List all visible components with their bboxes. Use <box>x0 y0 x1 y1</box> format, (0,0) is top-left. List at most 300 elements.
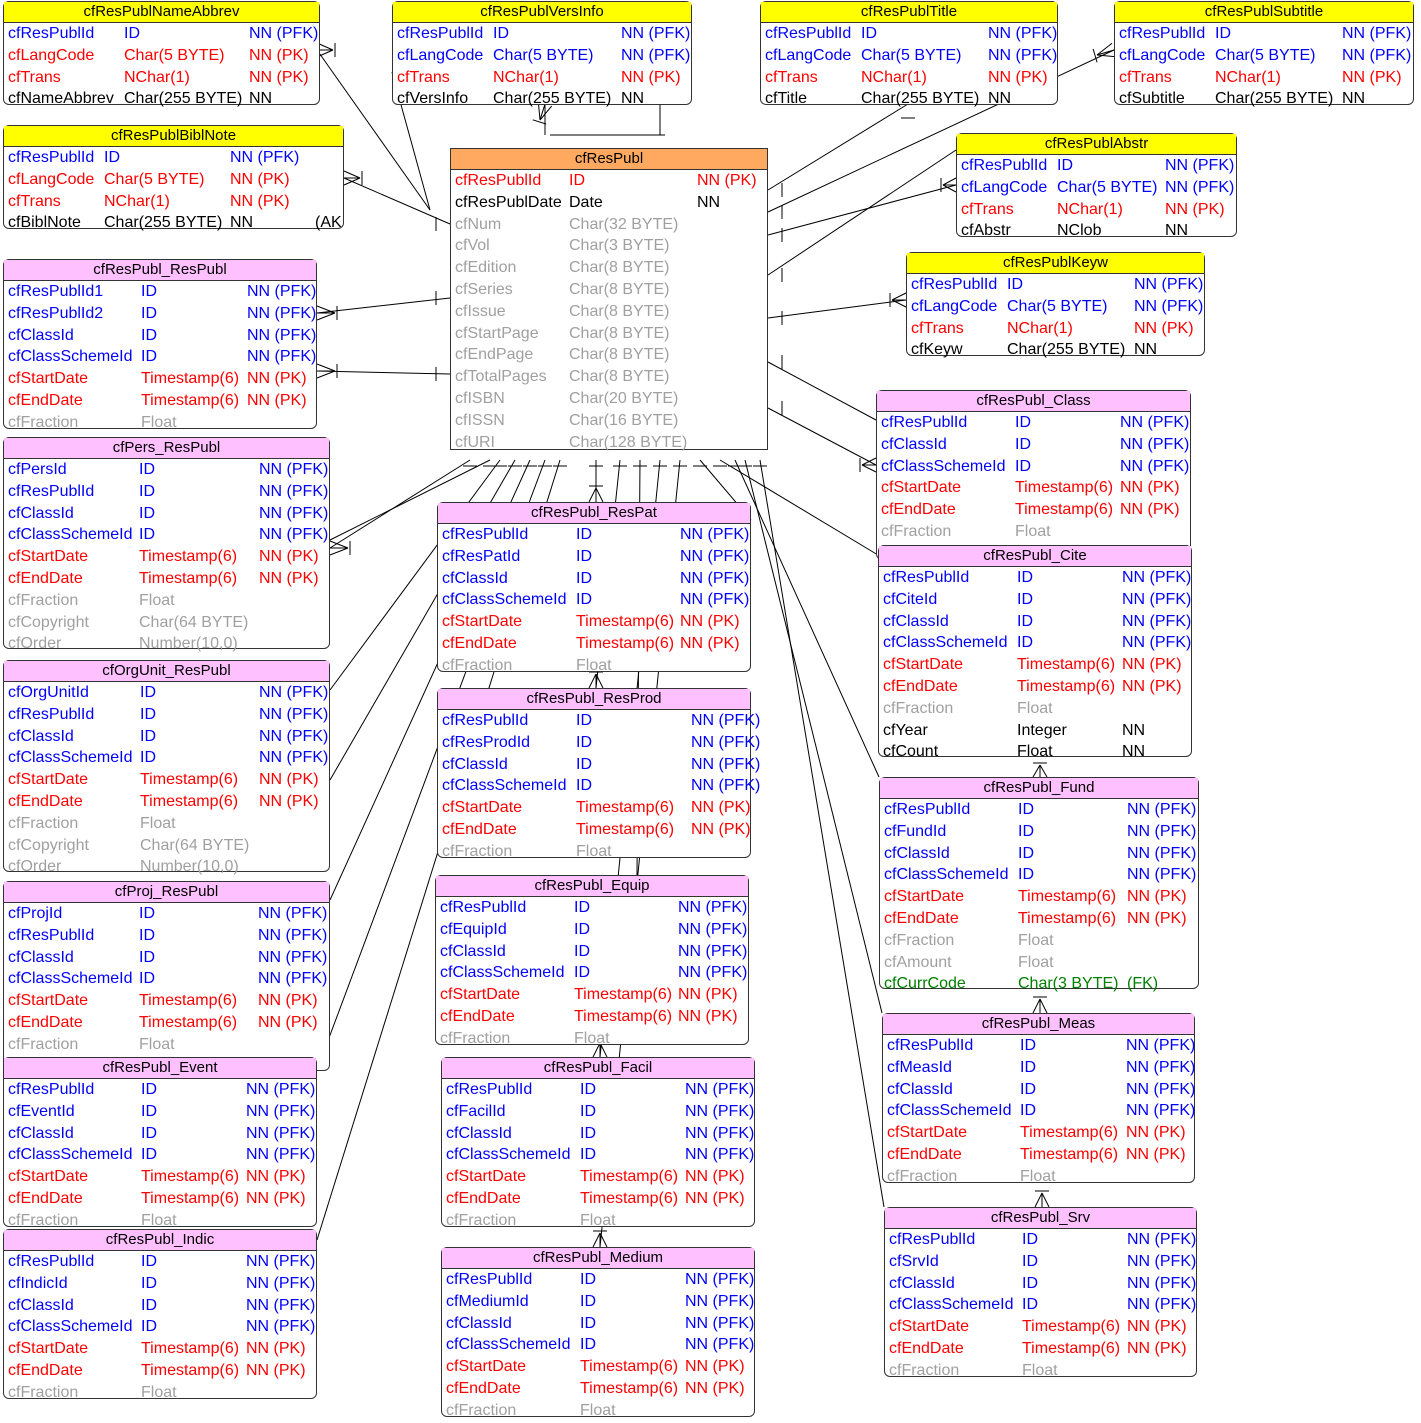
column-type: Timestamp(6) <box>1020 1124 1119 1142</box>
column-type: ID <box>580 1292 596 1310</box>
column-row <box>880 930 1198 952</box>
column-type: ID <box>139 970 155 988</box>
column-cons: NN (PFK) <box>259 727 329 745</box>
column-name: cfEndDate <box>8 1013 83 1031</box>
column-cons: NN (PK) <box>249 46 309 64</box>
column-type: ID <box>1022 1296 1038 1314</box>
column-cons: NN (PFK) <box>246 1318 316 1336</box>
entity-rr[interactable] <box>3 259 317 429</box>
column-type: ID <box>140 705 156 723</box>
entity-subtitle[interactable] <box>1114 1 1414 108</box>
column-name: cfFundId <box>884 822 947 840</box>
column-name: cfResPublId <box>1119 25 1206 42</box>
column-name: cfResPublId <box>455 172 542 189</box>
entity-equip[interactable] <box>435 875 749 1045</box>
relationship-line <box>317 364 335 371</box>
column-name: cfClassSchemeId <box>8 1318 133 1336</box>
relationship-line <box>1040 765 1047 777</box>
column-name: cfClassId <box>440 942 506 960</box>
column-row <box>883 1057 1194 1079</box>
column-row <box>4 169 343 191</box>
column-type: Timestamp(6) <box>141 1340 240 1358</box>
column-type: ID <box>576 569 592 587</box>
entity-keyw[interactable] <box>906 252 1205 359</box>
column-extra: (AK <box>315 214 342 232</box>
entity-fund[interactable] <box>879 777 1199 993</box>
column-name: cfClassId <box>887 1080 953 1098</box>
column-type: Float <box>139 1035 175 1053</box>
column-cons: NN (PK) <box>621 68 681 86</box>
column-row <box>4 1295 316 1317</box>
column-type: Timestamp(6) <box>139 992 238 1010</box>
entity-title[interactable]: cfResPublTitle <box>761 2 1057 23</box>
entity-respat[interactable] <box>437 502 751 672</box>
column-cons: NN (PFK) <box>621 25 691 42</box>
column-type: ID <box>1017 634 1033 652</box>
column-cons: NN <box>230 214 254 232</box>
column-row <box>438 611 750 633</box>
entity-title[interactable]: cfResPublBiblNote <box>4 126 343 147</box>
entity-indic[interactable] <box>3 1229 317 1399</box>
column-row <box>436 962 748 984</box>
column-name: cfClassSchemeId <box>8 970 133 988</box>
entity-abstr[interactable] <box>956 133 1237 240</box>
relationship-line <box>1042 1193 1049 1207</box>
column-name: cfLangCode <box>765 46 852 64</box>
column-row <box>4 1166 316 1188</box>
column-name: cfIndicId <box>8 1274 68 1292</box>
column-row <box>885 1360 1196 1382</box>
column-row <box>442 1188 754 1210</box>
column-name: cfClassSchemeId <box>446 1336 571 1354</box>
column-row <box>442 1313 754 1335</box>
column-row <box>1115 23 1413 45</box>
column-row <box>4 769 329 791</box>
column-cons: NN (PFK) <box>246 1081 316 1098</box>
relationship-line <box>768 185 956 235</box>
column-row <box>761 45 1057 67</box>
column-name: cfFraction <box>8 1035 79 1053</box>
column-name: cfLangCode <box>8 170 95 188</box>
column-name: cfClassSchemeId <box>887 1102 1012 1120</box>
column-name: cfFacilId <box>446 1102 506 1120</box>
column-name: cfStartDate <box>8 771 89 789</box>
column-type: ID <box>141 1253 157 1270</box>
column-row <box>438 655 750 677</box>
column-type: ID <box>580 1081 596 1098</box>
column-type: ID <box>576 526 592 543</box>
column-type: NChar(1) <box>124 68 190 86</box>
column-name: cfLangCode <box>8 46 95 64</box>
column-row <box>4 303 316 325</box>
column-cons: NN <box>1122 743 1146 761</box>
column-cons: NN (PFK) <box>680 526 750 543</box>
entity-proj[interactable] <box>3 881 330 1071</box>
column-name: cfEndPage <box>455 346 534 364</box>
column-name: cfStartDate <box>8 1168 89 1186</box>
column-name: cfEndDate <box>442 820 517 838</box>
column-name: cfEndDate <box>883 677 958 695</box>
column-cons: NN (PFK) <box>680 591 750 609</box>
column-type: Timestamp(6) <box>141 1361 240 1379</box>
column-name: cfFraction <box>8 1383 79 1401</box>
column-name: cfFraction <box>8 591 79 609</box>
column-row <box>761 88 1057 110</box>
column-cons: NN (PK) <box>697 172 757 189</box>
column-type: ID <box>1020 1102 1036 1120</box>
column-row <box>438 754 761 776</box>
column-name: cfEndDate <box>887 1145 962 1163</box>
column-cons: NN (PFK) <box>1120 435 1190 453</box>
column-row <box>4 412 316 434</box>
entity-title[interactable]: cfResPublNameAbbrev <box>4 2 319 23</box>
column-type: Timestamp(6) <box>576 799 675 817</box>
entity-resprod[interactable] <box>437 688 761 860</box>
column-row <box>4 791 329 813</box>
column-cons: NN (PK) <box>230 192 290 210</box>
column-type: Float <box>1018 931 1054 949</box>
column-name: cfResPublId <box>765 25 852 42</box>
column-cons: NN (PFK) <box>259 705 329 723</box>
entity-orgunit[interactable] <box>3 660 330 876</box>
column-row <box>436 984 748 1006</box>
column-name: cfClassSchemeId <box>884 866 1009 884</box>
column-cons: NN (PFK) <box>1165 157 1235 174</box>
column-name: cfEndDate <box>8 391 83 409</box>
column-type: Char(5 BYTE) <box>1215 46 1316 64</box>
column-cons: NN (PFK) <box>680 569 750 587</box>
column-row <box>442 1101 754 1123</box>
column-type: Char(64 BYTE) <box>140 836 250 854</box>
column-name: cfEndDate <box>446 1189 521 1207</box>
entity-title[interactable]: cfResPublAbstr <box>957 134 1236 155</box>
relationship-line <box>533 120 546 124</box>
column-row <box>451 301 767 323</box>
entity-title[interactable]: cfOrgUnit_ResPubl <box>4 661 329 682</box>
column-name: cfTrans <box>8 192 61 210</box>
entity-title[interactable]: cfResPubl_Indic <box>4 1230 316 1251</box>
column-name: cfClassSchemeId <box>442 777 567 795</box>
entity-title[interactable]: cfResPubl_ResPat <box>438 503 750 524</box>
column-type: Timestamp(6) <box>1018 888 1117 906</box>
column-type: ID <box>139 461 155 478</box>
entity-srv[interactable] <box>884 1207 1197 1377</box>
column-name: cfClassSchemeId <box>8 1146 133 1164</box>
column-row <box>907 318 1204 340</box>
column-type: ID <box>576 712 592 729</box>
column-type: Float <box>141 1383 177 1401</box>
column-name: cfFraction <box>889 1361 960 1379</box>
column-type: ID <box>576 547 592 565</box>
column-cons: NN (PFK) <box>685 1102 755 1120</box>
entity-title[interactable]: cfResPubl_Event <box>4 1058 316 1079</box>
column-name: cfResPublId <box>881 414 968 431</box>
relationship-line <box>892 293 906 300</box>
column-type: ID <box>580 1124 596 1142</box>
column-row <box>4 390 316 412</box>
entity-biblnote[interactable] <box>3 125 344 232</box>
relationship-line <box>1033 999 1040 1013</box>
column-row <box>4 1144 316 1166</box>
column-row <box>877 456 1190 478</box>
column-cons: NN (PK) <box>1126 1145 1186 1163</box>
column-row <box>436 919 748 941</box>
column-name: cfClassSchemeId <box>889 1296 1014 1314</box>
column-type: Timestamp(6) <box>141 1189 240 1207</box>
column-name: cfClassId <box>8 326 74 344</box>
column-type: NChar(1) <box>1215 68 1281 86</box>
column-name: cfClassSchemeId <box>8 348 133 366</box>
column-cons: NN (PFK) <box>988 46 1058 64</box>
column-row <box>4 503 329 525</box>
column-name: cfVersInfo <box>397 90 469 108</box>
entity-nameabbrev[interactable] <box>3 1 320 108</box>
column-type: NChar(1) <box>1057 200 1123 218</box>
column-row <box>438 775 761 797</box>
entity-event[interactable] <box>3 1057 317 1227</box>
column-name: cfEndDate <box>8 792 83 810</box>
column-row <box>883 1100 1194 1122</box>
column-row <box>451 214 767 236</box>
column-cons: NN (PFK) <box>259 504 329 522</box>
entity-medium[interactable] <box>441 1247 755 1417</box>
entity-title[interactable]: cfResPubl_Class <box>877 391 1190 412</box>
column-type: ID <box>141 1318 157 1336</box>
column-row <box>879 654 1191 676</box>
column-type: Char(255 BYTE) <box>1215 90 1334 108</box>
column-cons: NN (PK) <box>680 613 740 631</box>
column-name: cfEndDate <box>446 1379 521 1397</box>
column-cons: NN <box>1134 341 1158 359</box>
entity-title[interactable]: cfResPubl_ResPubl <box>4 260 316 281</box>
column-cons: NN (PFK) <box>249 25 319 42</box>
column-cons: NN (PK) <box>1165 200 1225 218</box>
entity-title[interactable]: cfResPubl_Medium <box>442 1248 754 1269</box>
column-name: cfResPublId2 <box>8 304 104 322</box>
column-row <box>4 23 319 45</box>
entity-title[interactable]: cfResPublVersInfo <box>393 2 691 23</box>
entity-title[interactable]: cfProj_ResPubl <box>4 882 329 903</box>
column-row <box>4 968 329 990</box>
entity-title[interactable]: cfResPubl_Fund <box>880 778 1198 799</box>
column-name: cfFraction <box>881 522 952 540</box>
column-name: cfStartDate <box>446 1168 527 1186</box>
entity-title[interactable]: cfResPubl_Facil <box>442 1058 754 1079</box>
column-row <box>4 481 329 503</box>
column-type: Float <box>1022 1361 1058 1379</box>
column-name: cfResPublDate <box>455 193 562 211</box>
column-row <box>907 296 1204 318</box>
column-type: Timestamp(6) <box>576 820 675 838</box>
column-type: Timestamp(6) <box>1022 1318 1121 1336</box>
column-type: ID <box>139 905 155 922</box>
column-name: cfFraction <box>8 814 79 832</box>
column-name: cfLangCode <box>397 46 484 64</box>
column-cons: NN (PFK) <box>1126 1037 1196 1054</box>
column-cons: NN (PK) <box>1122 656 1182 674</box>
column-row <box>393 88 691 110</box>
column-row <box>4 524 329 546</box>
column-cons: NN (PFK) <box>1127 1274 1197 1292</box>
column-type: Char(5 BYTE) <box>124 46 225 64</box>
column-row <box>957 177 1236 199</box>
column-name: cfResPublId <box>8 926 95 944</box>
column-name: cfResPatId <box>442 547 521 565</box>
column-name: cfURI <box>455 433 495 451</box>
column-type: NChar(1) <box>861 68 927 86</box>
column-type: ID <box>576 777 592 795</box>
column-type: ID <box>140 727 156 745</box>
column-type: Number(10,0) <box>140 858 239 876</box>
column-row <box>877 412 1190 434</box>
entity-title[interactable]: cfResPubl_Meas <box>883 1014 1194 1035</box>
column-name: cfEndDate <box>8 1361 83 1379</box>
entity-cite[interactable] <box>878 545 1192 761</box>
entity-title[interactable]: cfResPubl <box>451 149 767 170</box>
entity-title[interactable]: cfResPubl_Cite <box>879 546 1191 567</box>
column-row <box>451 432 767 454</box>
column-row <box>883 1144 1194 1166</box>
column-name: cfClassId <box>8 727 74 745</box>
column-row <box>393 67 691 89</box>
column-row <box>877 434 1190 456</box>
column-type: ID <box>493 25 509 42</box>
column-cons: NN (PK) <box>1120 479 1180 497</box>
column-type: Char(8 BYTE) <box>569 280 670 298</box>
column-row <box>879 589 1191 611</box>
column-type: Char(255 BYTE) <box>1007 341 1126 359</box>
column-type: Timestamp(6) <box>139 569 238 587</box>
column-cons: NN (PFK) <box>1127 1296 1197 1314</box>
column-row <box>957 199 1236 221</box>
column-row <box>442 1269 754 1291</box>
column-cons: NN (PFK) <box>246 1146 316 1164</box>
entity-title[interactable]: cfResPublKeyw <box>907 253 1204 274</box>
entity-versinfo[interactable] <box>392 1 692 108</box>
column-row <box>4 1273 316 1295</box>
column-name: cfStartDate <box>8 992 89 1010</box>
column-name: cfTrans <box>397 68 450 86</box>
column-type: ID <box>580 1102 596 1120</box>
relationship-line <box>943 178 956 185</box>
column-row <box>4 1034 329 1056</box>
entity-class[interactable] <box>876 390 1191 560</box>
column-row <box>442 1334 754 1356</box>
column-row <box>957 155 1236 177</box>
relationship-line <box>330 548 348 555</box>
column-type: ID <box>1020 1037 1036 1054</box>
column-type: ID <box>1018 866 1034 884</box>
column-row <box>451 279 767 301</box>
column-name: cfISSN <box>455 411 505 429</box>
column-name: cfEndDate <box>440 1007 515 1025</box>
column-row <box>4 612 329 634</box>
column-row <box>879 632 1191 654</box>
column-name: cfMeasId <box>887 1058 952 1076</box>
column-cons: NN (PFK) <box>1127 801 1197 818</box>
column-row <box>438 710 761 732</box>
column-type: ID <box>1015 414 1031 431</box>
column-type: NChar(1) <box>1007 319 1073 337</box>
column-type: Char(32 BYTE) <box>569 215 679 233</box>
column-row <box>438 633 750 655</box>
column-name: cfAbstr <box>961 222 1011 240</box>
relationship-line <box>768 408 876 465</box>
column-name: cfEndDate <box>889 1339 964 1357</box>
column-row <box>451 344 767 366</box>
column-name: cfFraction <box>883 699 954 717</box>
column-cons: NN (PFK) <box>691 777 761 795</box>
column-name: cfStartDate <box>8 370 89 388</box>
column-name: cfClassId <box>8 1124 74 1142</box>
column-cons: NN (PFK) <box>685 1146 755 1164</box>
column-type: Char(16 BYTE) <box>569 411 679 429</box>
entity-meas[interactable] <box>882 1013 1195 1183</box>
column-name: cfFraction <box>8 413 79 431</box>
column-name: cfFraction <box>442 656 513 674</box>
column-cons: NN <box>1165 222 1189 240</box>
column-row <box>4 856 329 878</box>
entity-facil[interactable] <box>441 1057 755 1227</box>
column-cons: NN (PK) <box>246 1361 306 1379</box>
column-name: cfOrder <box>8 635 62 653</box>
column-type: ID <box>1015 457 1031 475</box>
column-name: cfEndDate <box>8 569 83 587</box>
column-cons: NN (PFK) <box>1120 457 1190 475</box>
column-name: cfClassId <box>884 844 950 862</box>
column-cons: NN (PK) <box>678 986 738 1004</box>
column-type: ID <box>580 1336 596 1354</box>
column-type: Char(8 BYTE) <box>569 324 670 342</box>
entity-title[interactable]: cfResPubl_Srv <box>885 1208 1196 1229</box>
column-cons: NN (PFK) <box>1122 590 1192 608</box>
entity-pers[interactable] <box>3 437 330 653</box>
column-cons: NN (PFK) <box>259 482 329 500</box>
column-row <box>438 524 750 546</box>
column-type: ID <box>141 1102 157 1120</box>
relationship-line <box>1040 999 1047 1013</box>
entity-title[interactable]: cfResPublSubtitle <box>1115 2 1413 23</box>
column-cons: NN (PFK) <box>258 926 328 944</box>
column-cons: NN (PFK) <box>621 46 691 64</box>
column-type: Float <box>1018 953 1054 971</box>
entity-title[interactable]: cfResPubl_Equip <box>436 876 748 897</box>
column-cons: NN (PK) <box>685 1189 745 1207</box>
column-type: Char(5 BYTE) <box>104 170 205 188</box>
column-type: ID <box>576 591 592 609</box>
column-name: cfResPublId <box>911 276 998 293</box>
column-cons: NN (PFK) <box>1122 569 1192 586</box>
entity-respubl[interactable] <box>450 148 768 450</box>
column-name: cfClassId <box>446 1314 512 1332</box>
column-type: Char(5 BYTE) <box>1007 297 1108 315</box>
column-cons: NN (PK) <box>230 170 290 188</box>
column-type: ID <box>139 526 155 544</box>
column-row <box>4 925 329 947</box>
column-row <box>4 325 316 347</box>
column-row <box>436 1006 748 1028</box>
relationship-line <box>344 171 360 178</box>
column-cons: NN <box>621 90 645 108</box>
entity-title[interactable] <box>760 1 1058 108</box>
relationship-line <box>768 300 906 318</box>
column-row <box>393 23 691 45</box>
column-cons: NN (PFK) <box>1127 866 1197 884</box>
column-row <box>438 546 750 568</box>
entity-title[interactable]: cfResPubl_ResProd <box>438 689 750 710</box>
entity-title[interactable]: cfPers_ResPubl <box>4 438 329 459</box>
column-row <box>883 1122 1194 1144</box>
